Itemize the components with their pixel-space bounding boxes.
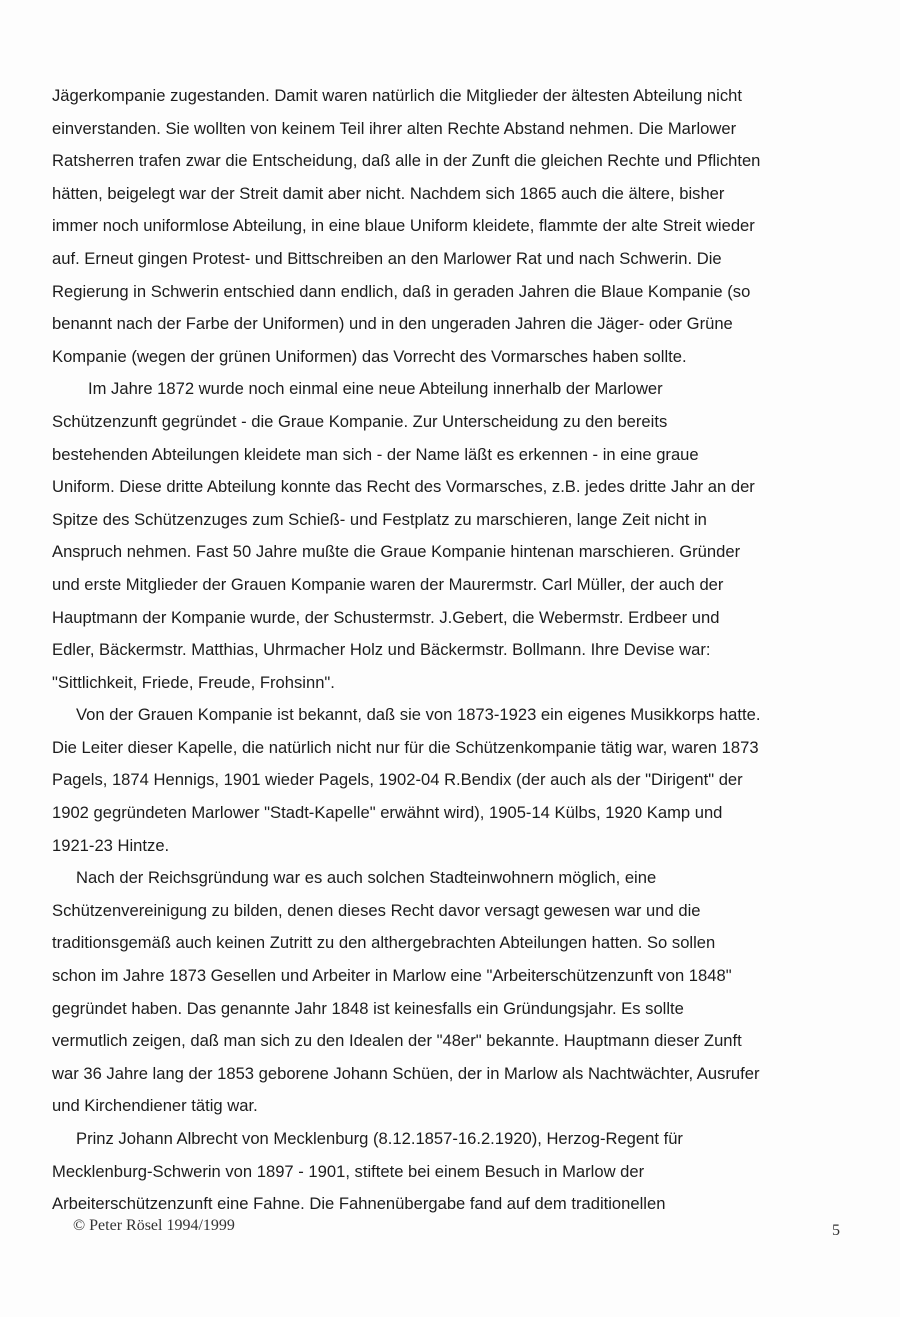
text-line: 1902 gegründeten Marlower "Stadt-Kapelle" erwähnt wird), 1905-14 Külbs, 1920 Kamp und — [52, 803, 723, 823]
text-line: Die Leiter dieser Kapelle, die natürlich nicht nur für die Schützenkompanie tätig war, waren 1873 — [52, 737, 759, 757]
footer-copyright: © Peter Rösel 1994/1999 — [73, 1217, 235, 1234]
body-text — [52, 80, 852, 1221]
text-line: Pagels, 1874 Hennigs, 1901 wieder Pagels, 1902-04 R.Bendix (der auch als der "Dirigent" der — [52, 770, 743, 790]
text-line: Kompanie (wegen der grünen Uniformen) das Vorrecht des Vormarsches haben sollte. — [52, 346, 687, 366]
text-line: gegründet haben. Das genannte Jahr 1848 ist keinesfalls ein Gründungsjahr. Es sollte — [52, 998, 684, 1018]
paragraph-start-line: Von der Grauen Kompanie ist bekannt, daß sie von 1873-1923 ein eigenes Musikkorps hatte. — [76, 705, 761, 725]
text-line: auf. Erneut gingen Protest- und Bittschreiben an den Marlower Rat und nach Schwerin. Die — [52, 248, 722, 268]
text-line: Anspruch nehmen. Fast 50 Jahre mußte die Graue Kompanie hintenan marschieren. Gründer — [52, 542, 741, 562]
text-line: Schützenvereinigung zu bilden, denen dieses Recht davor versagt gewesen war und die — [52, 900, 701, 920]
text-line: "Sittlichkeit, Friede, Freude, Frohsinn". — [52, 672, 335, 692]
paragraph-start-line: Prinz Johann Albrecht von Mecklenburg (8.12.1857-16.2.1920), Herzog-Regent für — [76, 1129, 683, 1148]
text-line: schon im Jahre 1873 Gesellen und Arbeiter in Marlow eine "Arbeiterschützenzunft von 1848" — [52, 966, 732, 986]
text-line: hätten, beigelegt war der Streit damit aber nicht. Nachdem sich 1865 auch die ältere, bisher — [52, 183, 725, 203]
text-line: und Kirchendiener tätig war. — [52, 1096, 258, 1116]
text-line: 1921-23 Hintze. — [52, 835, 170, 855]
text-line: Jägerkompanie zugestanden. Damit waren natürlich die Mitglieder der ältesten Abteilung nicht — [52, 86, 742, 105]
text-line: Schützenzunft gegründet - die Graue Kompanie. Zur Unterscheidung zu den bereits — [52, 411, 668, 431]
text-line: und erste Mitglieder der Grauen Kompanie waren der Maurermstr. Carl Müller, der auch der — [52, 574, 724, 594]
text-line: Arbeiterschützenzunft eine Fahne. Die Fahnenübergabe fand auf dem traditionellen — [52, 1194, 666, 1214]
text-line: traditionsgemäß auch keinen Zutritt zu den althergebrachten Abteilungen hatten. So sollen — [52, 933, 716, 953]
page-number: 5 — [832, 1222, 840, 1239]
text-line: Regierung in Schwerin entschied dann endlich, daß in geraden Jahren die Blaue Kompanie (so — [52, 281, 751, 301]
text-line: vermutlich zeigen, daß man sich zu den Idealen der "48er" bekannte. Hauptmann dieser Zunft — [52, 1031, 742, 1051]
text-line: Edler, Bäckermstr. Matthias, Uhrmacher Holz und Bäckermstr. Bollmann. Ihre Devise war: — [52, 640, 711, 660]
text-line: Mecklenburg-Schwerin von 1897 - 1901, stiftete bei einem Besuch in Marlow der — [52, 1161, 645, 1181]
text-line: einverstanden. Sie wollten von keinem Teil ihrer alten Rechte Abstand nehmen. Die Marlower — [52, 118, 737, 138]
text-line: benannt nach der Farbe der Uniformen) und in den ungeraden Jahren die Jäger- oder Grüne — [52, 314, 733, 334]
text-line: Hauptmann der Kompanie wurde, der Schustermstr. J.Gebert, die Webermstr. Erdbeer und — [52, 607, 720, 627]
paragraph-start-line: Im Jahre 1872 wurde noch einmal eine neue Abteilung innerhalb der Marlower — [88, 379, 663, 399]
text-line: Spitze des Schützenzuges zum Schieß- und Festplatz zu marschieren, lange Zeit nicht in — [52, 509, 707, 529]
paragraph-start-line: Nach der Reichsgründung war es auch solchen Stadteinwohnern möglich, eine — [76, 868, 657, 888]
text-line: Ratsherren trafen zwar die Entscheidung, daß alle in der Zunft die gleichen Rechte und Pflichten — [52, 151, 761, 171]
text-line: immer noch uniformlose Abteilung, in eine blaue Uniform kleidete, flammte der alte Streit wieder — [52, 216, 755, 236]
text-line: war 36 Jahre lang der 1853 geborene Johann Schüen, der in Marlow als Nachtwächter, Ausrufer — [52, 1063, 760, 1083]
text-line: Uniform. Diese dritte Abteilung konnte das Recht des Vormarsches, z.B. jedes dritte Jahr an der — [52, 477, 755, 497]
text-line: bestehenden Abteilungen kleidete man sich - der Name läßt es erkennen - in eine graue — [52, 444, 699, 464]
